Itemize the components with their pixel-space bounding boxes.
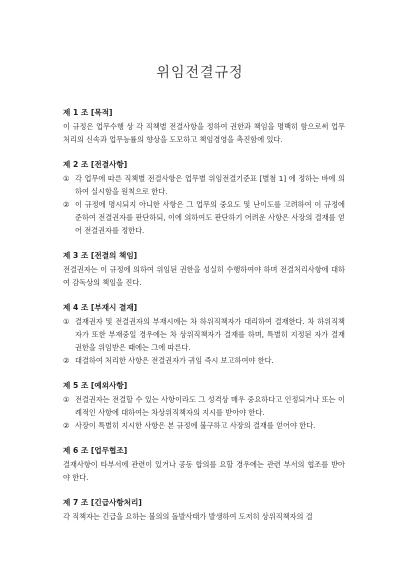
article-6 bbox=[63, 444, 345, 484]
article-item bbox=[63, 315, 345, 354]
article-text: 각 직책자는 긴급을 요하는 불의의 돌발사태가 발생하여 도저히 상위직책자의 결 bbox=[63, 512, 313, 521]
item-marker: ① bbox=[63, 395, 70, 404]
article-text: 전결권자는 이 규정에 의하여 위임된 권한을 성실히 수행하여야 하며 전결처리사항에 대하여 감독상의 책임을 진다. bbox=[63, 265, 345, 287]
item-text: 전결권자는 전결할 수 있는 사항이라도 그 성격상 매우 중요하다고 인정되거나 또는 이례적인 사항에 대하여는 차상위직책자의 지시를 받아야 한다. bbox=[75, 395, 345, 417]
article-4 bbox=[63, 301, 345, 367]
document-title: 위임전결규정 bbox=[156, 65, 244, 81]
item-text: 대결하여 처리한 사항은 전결권자가 귀임 즉시 보고하여야 한다. bbox=[75, 356, 274, 365]
item-marker: ② bbox=[63, 421, 70, 430]
article-item bbox=[63, 419, 345, 432]
item-marker: ② bbox=[63, 200, 70, 209]
item-text: 결재권자 및 전결권자의 부재시에는 차 하위직책자가 대리하여 결재한다. 차 하위직책자가 또한 부재중일 경우에는 차 상위직책자가 결재를 하며, 특별히 지정된 자가 결재권한을 위임받은 때에는 그에 따른다. bbox=[75, 317, 345, 352]
document-body bbox=[63, 106, 345, 535]
article-item bbox=[63, 172, 345, 198]
item-marker: ① bbox=[63, 174, 70, 183]
article-text: 결재사항이 타부서에 관련이 있거나 공동 합의를 요할 경우에는 관련 부서의 협조를 받아야 한다. bbox=[63, 460, 345, 482]
item-text: 각 업무에 따른 직책별 전결사항은 업무별 위임전결기준표 [별첨 1] 에 정하는 바에 의하여 실시함을 원칙으로 한다. bbox=[75, 174, 345, 196]
article-heading: 제 4 조 [부재시 결재] bbox=[63, 303, 138, 312]
article-heading: 제 2 조 [전결사항] bbox=[63, 160, 128, 169]
article-heading: 제 6 조 [업무협조] bbox=[63, 446, 128, 455]
article-1 bbox=[63, 106, 345, 146]
article-item bbox=[63, 198, 345, 237]
item-text: 이 규정에 명시되지 아니한 사항은 그 업무의 중요도 및 난이도를 고려하여 이 규정에 준하여 전결권자를 판단하되, 이에 의하여도 판단하기 어려운 사항은 사장의 결재를 얻어 전결권자를 정한다. bbox=[75, 200, 345, 235]
article-item bbox=[63, 354, 345, 367]
article-7 bbox=[63, 496, 345, 523]
item-marker: ① bbox=[63, 317, 70, 326]
article-heading: 제 5 조 [예외사항] bbox=[63, 381, 128, 390]
item-marker: ② bbox=[63, 356, 70, 365]
article-heading: 제 1 조 [목적] bbox=[63, 108, 113, 117]
item-text: 사장이 특별히 지시한 사항은 본 규정에 불구하고 사장의 결재를 얻어야 한다. bbox=[75, 421, 316, 430]
article-heading: 제 3 조 [전결의 책임] bbox=[63, 251, 138, 260]
article-heading: 제 7 조 [긴급사항처리] bbox=[63, 498, 142, 507]
article-item bbox=[63, 393, 345, 419]
article-3 bbox=[63, 249, 345, 289]
article-5 bbox=[63, 379, 345, 432]
article-2 bbox=[63, 158, 345, 237]
article-text: 이 규정은 업무수행 상 각 직책별 전결사항을 정하여 권한과 책임을 명백히 함으로써 업무처리의 신속과 업무능률의 향상을 도모하고 책임경영을 촉진함에 있다. bbox=[63, 122, 345, 144]
